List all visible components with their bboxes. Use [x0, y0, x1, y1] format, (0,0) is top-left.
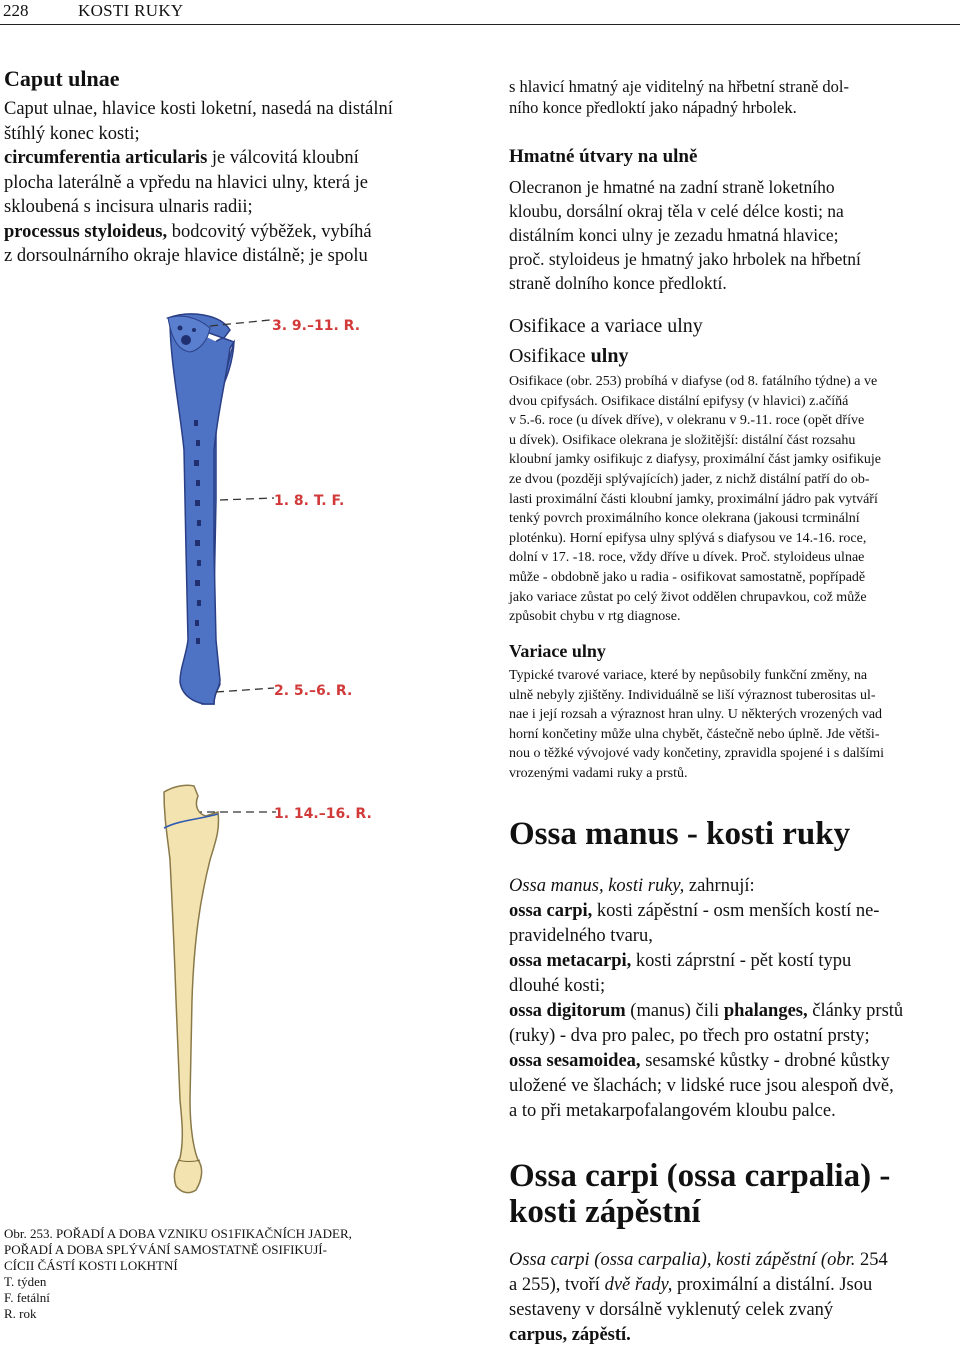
text-line: tenký povrch proximálního konce olekrana (jakousi tcrminální [509, 511, 860, 527]
term: ossa carpi, [509, 901, 593, 921]
text-span: dvě řady, [604, 1275, 673, 1295]
variace-heading: Variace ulny [509, 641, 606, 661]
text-line: kloubu, dorsální okraj těla v celé délce kosti; na [509, 201, 844, 221]
hmatne-heading: Hmatné útvary na ulně [509, 146, 698, 167]
hmatne-paragraph [509, 175, 959, 295]
text-line: způsobit chybu v rtg diagnose. [509, 609, 681, 625]
text-span: zahrnují: [684, 876, 755, 896]
text-line: dlouhé kosti; [509, 976, 606, 996]
text-line: ploténku). Horní epifysa ulny splývá s diafysou ve 14.-16. roce, [509, 530, 867, 546]
text-line: ze dvou (později splývajících) jader, z nichž distální patří do ob- [509, 471, 870, 487]
term: processus styloideus, [4, 221, 168, 242]
figure-label: 1. 14.–16. R. [274, 806, 372, 822]
caption-line: CÍCII ČÁSTÍ KOSTI LOKHTNÍ [4, 1258, 178, 1273]
caption-line: Obr. 253. POŘADÍ A DOBA VZNIKU OS1FIKAČNÍCH JADER, [4, 1226, 352, 1241]
text-line: pravidelného tvaru, [509, 926, 653, 946]
text-line: straně dolního konce předloktí. [509, 273, 727, 293]
continued-paragraph [509, 76, 959, 118]
caption-line: R. rok [4, 1306, 37, 1321]
osif-subheading [509, 345, 628, 368]
text-span: sesamské kůstky - drobné kůstky [640, 1051, 890, 1071]
text-line [4, 220, 449, 245]
text-line: lasti proximální části kloubní jamky, proximální jádro pak vytváří [509, 491, 878, 507]
text-span: ulny [590, 345, 629, 367]
running-title: KOSTI RUKY [78, 1, 184, 20]
ulna-upper-body [170, 320, 230, 704]
text-line: dolní v 17. -18. roce, vždy dříve u dívek. Proč. styloideus ulnae [509, 550, 865, 566]
text-line [509, 949, 959, 974]
text-span: bodcovitý výběžek, vybíhá [167, 221, 372, 242]
text-line: jako variace zůstat po celý život oddělen chrupavkou, což může [509, 589, 867, 605]
text-line: dvou cpifysách. Osifikace distální epifysy (v hlavici) z.ačíňá [509, 393, 849, 409]
text-line: skloubená s incisura ulnaris radii; [4, 197, 253, 217]
ossa-carpi-paragraph [509, 1248, 959, 1348]
text-span: Ossa manus, kosti ruky, [509, 876, 685, 896]
caption-line: T. týden [4, 1274, 47, 1289]
text-line: ního konce předloktí jako nápadný hrbolek. [509, 98, 797, 117]
text-line [509, 1049, 959, 1074]
ulna-ossification-figure [150, 300, 470, 1210]
text-line: Olecranon je hmatné na zadní straně loketního [509, 177, 835, 197]
figure-label: 1. 8. T. F. [274, 493, 345, 509]
term: circumferentia articularis [4, 148, 208, 168]
text-line: horní končetiny může ulna chybět, částečně nebo úplně. Jde větši- [509, 726, 880, 742]
caption-line: POŘADÍ A DOBA SPLÝVÁNÍ SAMOSTATNĚ OSIFIKUJÍ- [4, 1242, 327, 1257]
text-span: a 255), tvoří [509, 1275, 605, 1295]
caput-heading: Caput ulnae [4, 66, 120, 91]
heading-line: kosti zápěstní [509, 1194, 701, 1230]
text-line: Typické tvarové variace, které by nepůsobily funkční změny, na [509, 668, 868, 683]
ossa-carpi-heading [509, 1158, 959, 1230]
variace-paragraph [509, 666, 959, 784]
heading-line: Ossa carpi (ossa carpalia) - [509, 1158, 891, 1194]
text-line: v 5.-6. roce (u dívek dříve), v olekranu v 9.-11. roce (opět dříve [509, 413, 865, 429]
text-line [4, 146, 449, 171]
text-line: s hlavicí hmatný aje viditelný na hřbetní straně dol- [509, 77, 849, 96]
text-line: proč. styloideus je hmatný jako hrbolek na hřbetní [509, 249, 861, 269]
osif-paragraph [509, 372, 959, 627]
text-line [509, 999, 959, 1024]
term: ossa digitorum [509, 1001, 626, 1021]
text-line: nae i její rozsah a výraznost hran ulny. U některých vrozených vad [509, 707, 883, 723]
caput-paragraph [4, 97, 449, 269]
text-line: vrozenými vadami ruky a prstů. [509, 765, 688, 781]
text-line: (ruky) - dva pro palec, po třech pro ostatní prsty; [509, 1026, 870, 1046]
term: phalanges, [723, 1001, 808, 1021]
figure-caption [4, 1226, 464, 1322]
osif-heading: Osifikace a variace ulny [509, 315, 703, 337]
figure-label: 3. 9.–11. R. [272, 318, 361, 334]
text-span: Osifikace [509, 345, 591, 367]
text-span: kosti záprstní - pět kostí typu [631, 951, 852, 971]
text-line: nou o těžké vývojové vady končetiny, zpravidla spojené i s dalšími [509, 746, 885, 762]
text-span: proximální a distální. Jsou [672, 1275, 873, 1295]
text-line: sestaveny v dorsálně vyklenutý celek zvaný [509, 1300, 834, 1320]
term: ossa metacarpi, [509, 951, 632, 971]
ossa-manus-paragraph [509, 874, 959, 1124]
ossa-manus-heading: Ossa manus - kosti ruky [509, 816, 851, 852]
figure-label: 2. 5.–6. R. [274, 683, 353, 699]
text-line: může - obdobně jako u radia - osifikovat samostatně, popřípadě [509, 569, 866, 585]
text-line: ulně nebyly zjištěny. Individuálně se liší výraznost tuberositas ul- [509, 687, 876, 703]
text-line [509, 899, 959, 924]
text-span: Ossa carpi (ossa carpalia), kosti zápěstní (obr. [509, 1250, 856, 1270]
caption-line: F. fetální [4, 1290, 50, 1305]
text-span: 254 [855, 1250, 888, 1270]
text-span: kosti zápěstní - osm menších kostí ne- [592, 901, 880, 921]
text-line: Osifikace (obr. 253) probíhá v diafyse (od 8. fatálního týdne) a ve [509, 374, 878, 389]
header-rule [0, 24, 960, 25]
text-line: plocha laterálně a vpředu na hlavici ulny, která je [4, 172, 369, 193]
text-line [509, 1273, 959, 1298]
term: ossa sesamoidea, [509, 1051, 641, 1071]
text-line: distálním konci ulny je zezadu hmatná hlavice; [509, 225, 839, 245]
page-number: 228 [3, 1, 29, 20]
text-line: carpus, zápěstí. [509, 1325, 631, 1345]
text-line: a to při metakarpofalangovém kloubu palce. [509, 1101, 836, 1121]
text-span: články prstů [807, 1001, 904, 1021]
text-line: z dorsoulnárního okraje hlavice distálně; je spolu [4, 246, 368, 266]
text-line: štíhlý konec kosti; [4, 123, 140, 144]
text-line: u dívek). Osifikace olekrana je složitější: distální část rozsahu [509, 432, 856, 448]
page-header [0, 0, 960, 24]
text-span: je válcovitá kloubní [207, 148, 359, 168]
text-line [509, 874, 959, 899]
text-line: Caput ulnae, hlavice kosti loketní, nasedá na distální [4, 99, 393, 119]
text-span: (manus) čili [625, 1001, 724, 1021]
ulna-lower-illustration [164, 785, 219, 1192]
text-line: kloubní jamky osifikujc z diafysy, proximální část jamky osifikuje [509, 452, 881, 468]
text-line [509, 1248, 959, 1273]
text-line: uložené ve šlachách; v lidské ruce jsou alespoň dvě, [509, 1076, 894, 1096]
